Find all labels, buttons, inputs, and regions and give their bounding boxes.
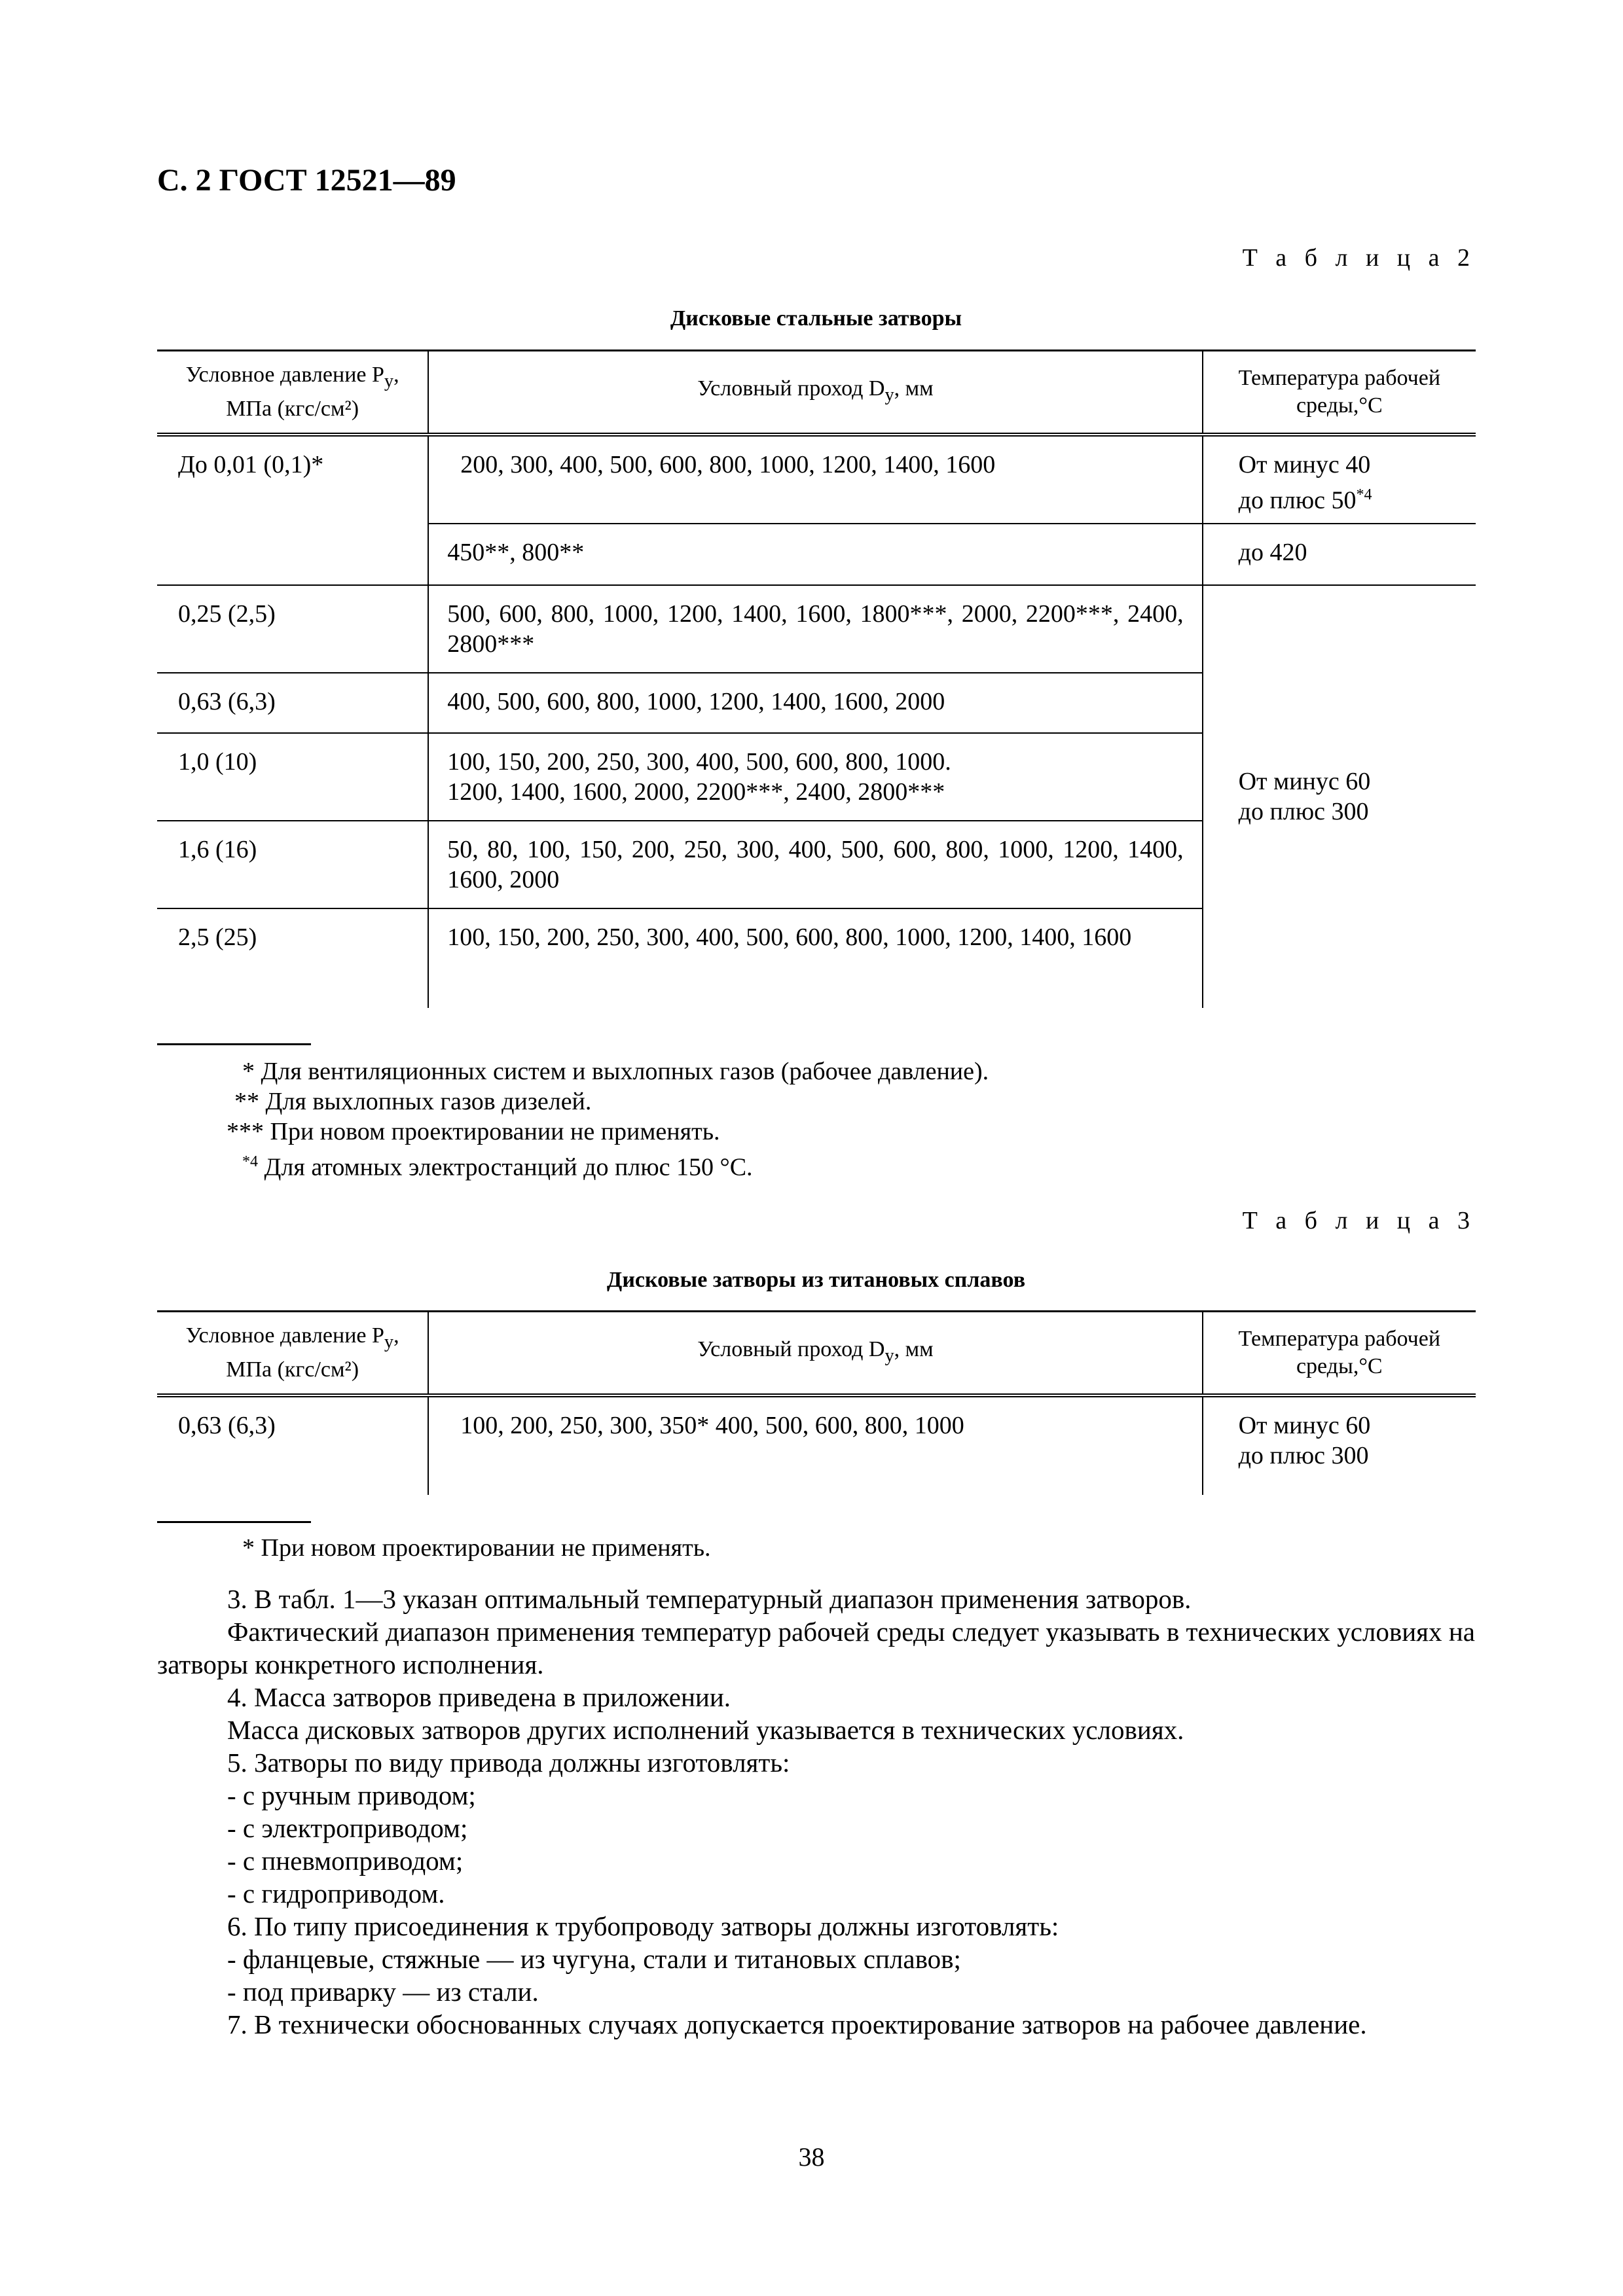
table-row xyxy=(157,585,1476,673)
paragraph: 4. Масса затворов приведена в приложении. xyxy=(227,1682,731,1712)
header-pressure: Условное давление $P_у$, МПа (кгс/см²) xyxy=(157,1312,428,1395)
footnote-rule xyxy=(157,1521,311,1523)
paragraph: 5. Затворы по виду привода должны изготовлять: xyxy=(227,1748,790,1778)
list-item: - фланцевые, стяжные — из чугуна, стали и титановых сплавов; xyxy=(227,1944,961,1974)
list-item: - под приварку — из стали. xyxy=(227,1977,539,2007)
cell-pressure: 1,6 (16) xyxy=(157,821,428,908)
list-item: - с электроприводом; xyxy=(227,1813,468,1843)
cell-temperature: до 420 xyxy=(1203,524,1476,585)
table2-footnote-3: *** При новом проектировании не применять. xyxy=(227,1118,720,1145)
cell-diameters: 500, 600, 800, 1000, 1200, 1400, 1600, 1800***, 2000, 2200***, 2400, 2800*** xyxy=(428,585,1202,673)
body-text xyxy=(157,1583,1475,2041)
table2-title: Дисковые стальные затворы xyxy=(670,306,962,331)
table2-footnote-4: $^{*4}$ Для атомных электростанций до плюс 150 °С. xyxy=(242,1153,753,1181)
cell-diameters: 100, 200, 250, 300, 350* 400, 500, 600, 800, 1000 xyxy=(428,1395,1202,1495)
paragraph: Масса дисковых затворов других исполнений указывается в технических условиях. xyxy=(227,1715,1184,1745)
header-temperature: Температура рабочей среды,°С xyxy=(1203,1312,1476,1395)
table-row xyxy=(157,435,1476,524)
header-diameter: Условный проход $D_у$, мм xyxy=(428,1312,1202,1395)
cell-diameters: 400, 500, 600, 800, 1000, 1200, 1400, 1600, 2000 xyxy=(428,673,1202,733)
table3 xyxy=(157,1310,1476,1495)
list-item: - с гидроприводом. xyxy=(227,1878,445,1909)
table2-caption: Т а б л и ц а 2 xyxy=(1242,244,1476,272)
paragraph: 3. В табл. 1—3 указан оптимальный температурный диапазон применения затворов. xyxy=(227,1584,1192,1614)
page-header: С. 2 ГОСТ 12521—89 xyxy=(157,163,456,198)
cell-temperature: От минус 60 до плюс 300 xyxy=(1203,1395,1476,1495)
header-temperature: Температура рабочей среды,°С xyxy=(1203,351,1476,435)
cell-temperature-merged: От минус 60 до плюс 300 xyxy=(1203,585,1476,1008)
cell-pressure: 1,0 (10) xyxy=(157,733,428,821)
table3-footnote: * При новом проектировании не применять. xyxy=(242,1534,711,1562)
cell-pressure: 0,25 (2,5) xyxy=(157,585,428,673)
table3-caption: Т а б л и ц а 3 xyxy=(1242,1207,1476,1234)
paragraph: 7. В технически обоснованных случаях допускается проектирование затворов на рабочее давление. xyxy=(227,2009,1367,2039)
page-number: 38 xyxy=(798,2142,825,2172)
cell-temperature: От минус 40 до плюс 50$^{*4}$ xyxy=(1203,435,1476,524)
table2 xyxy=(157,350,1476,1008)
table2-footnote-1: * Для вентиляционных систем и выхлопных газов (рабочее давление). xyxy=(242,1058,989,1085)
list-item: - с ручным приводом; xyxy=(227,1780,476,1810)
cell-pressure: До 0,01 (0,1)* xyxy=(157,435,428,585)
paragraph: Фактический диапазон применения температур рабочей среды следует указывать в технических условиях на затворы конкретного исполнения. xyxy=(157,1617,1475,1679)
paragraph: 6. По типу присоединения к трубопроводу затворы должны изготовлять: xyxy=(227,1911,1059,1941)
header-pressure: Условное давление $P_у$, МПа (кгс/см²) xyxy=(157,351,428,435)
table2-footnote-2: ** Для выхлопных газов дизелей. xyxy=(234,1088,592,1115)
cell-diameters: 200, 300, 400, 500, 600, 800, 1000, 1200, 1400, 1600 xyxy=(428,435,1202,524)
list-item: - с пневмоприводом; xyxy=(227,1846,464,1876)
cell-diameters: 100, 150, 200, 250, 300, 400, 500, 600, 800, 1000. 1200, 1400, 1600, 2000, 2200***, 2400, 2800*** xyxy=(428,733,1202,821)
cell-diameters: 100, 150, 200, 250, 300, 400, 500, 600, 800, 1000, 1200, 1400, 1600 xyxy=(428,908,1202,1008)
table3-title: Дисковые затворы из титановых сплавов xyxy=(606,1268,1026,1292)
cell-pressure: 0,63 (6,3) xyxy=(157,673,428,733)
footnote-rule xyxy=(157,1043,311,1045)
table-row xyxy=(157,1395,1476,1495)
cell-diameters: 50, 80, 100, 150, 200, 250, 300, 400, 500, 600, 800, 1000, 1200, 1400, 1600, 2000 xyxy=(428,821,1202,908)
cell-pressure: 0,63 (6,3) xyxy=(178,1411,276,1439)
cell-pressure: 2,5 (25) xyxy=(178,923,257,951)
cell-diameters: 450**, 800** xyxy=(428,524,1202,585)
header-diameter: Условный проход $D_у$, мм xyxy=(428,351,1202,435)
